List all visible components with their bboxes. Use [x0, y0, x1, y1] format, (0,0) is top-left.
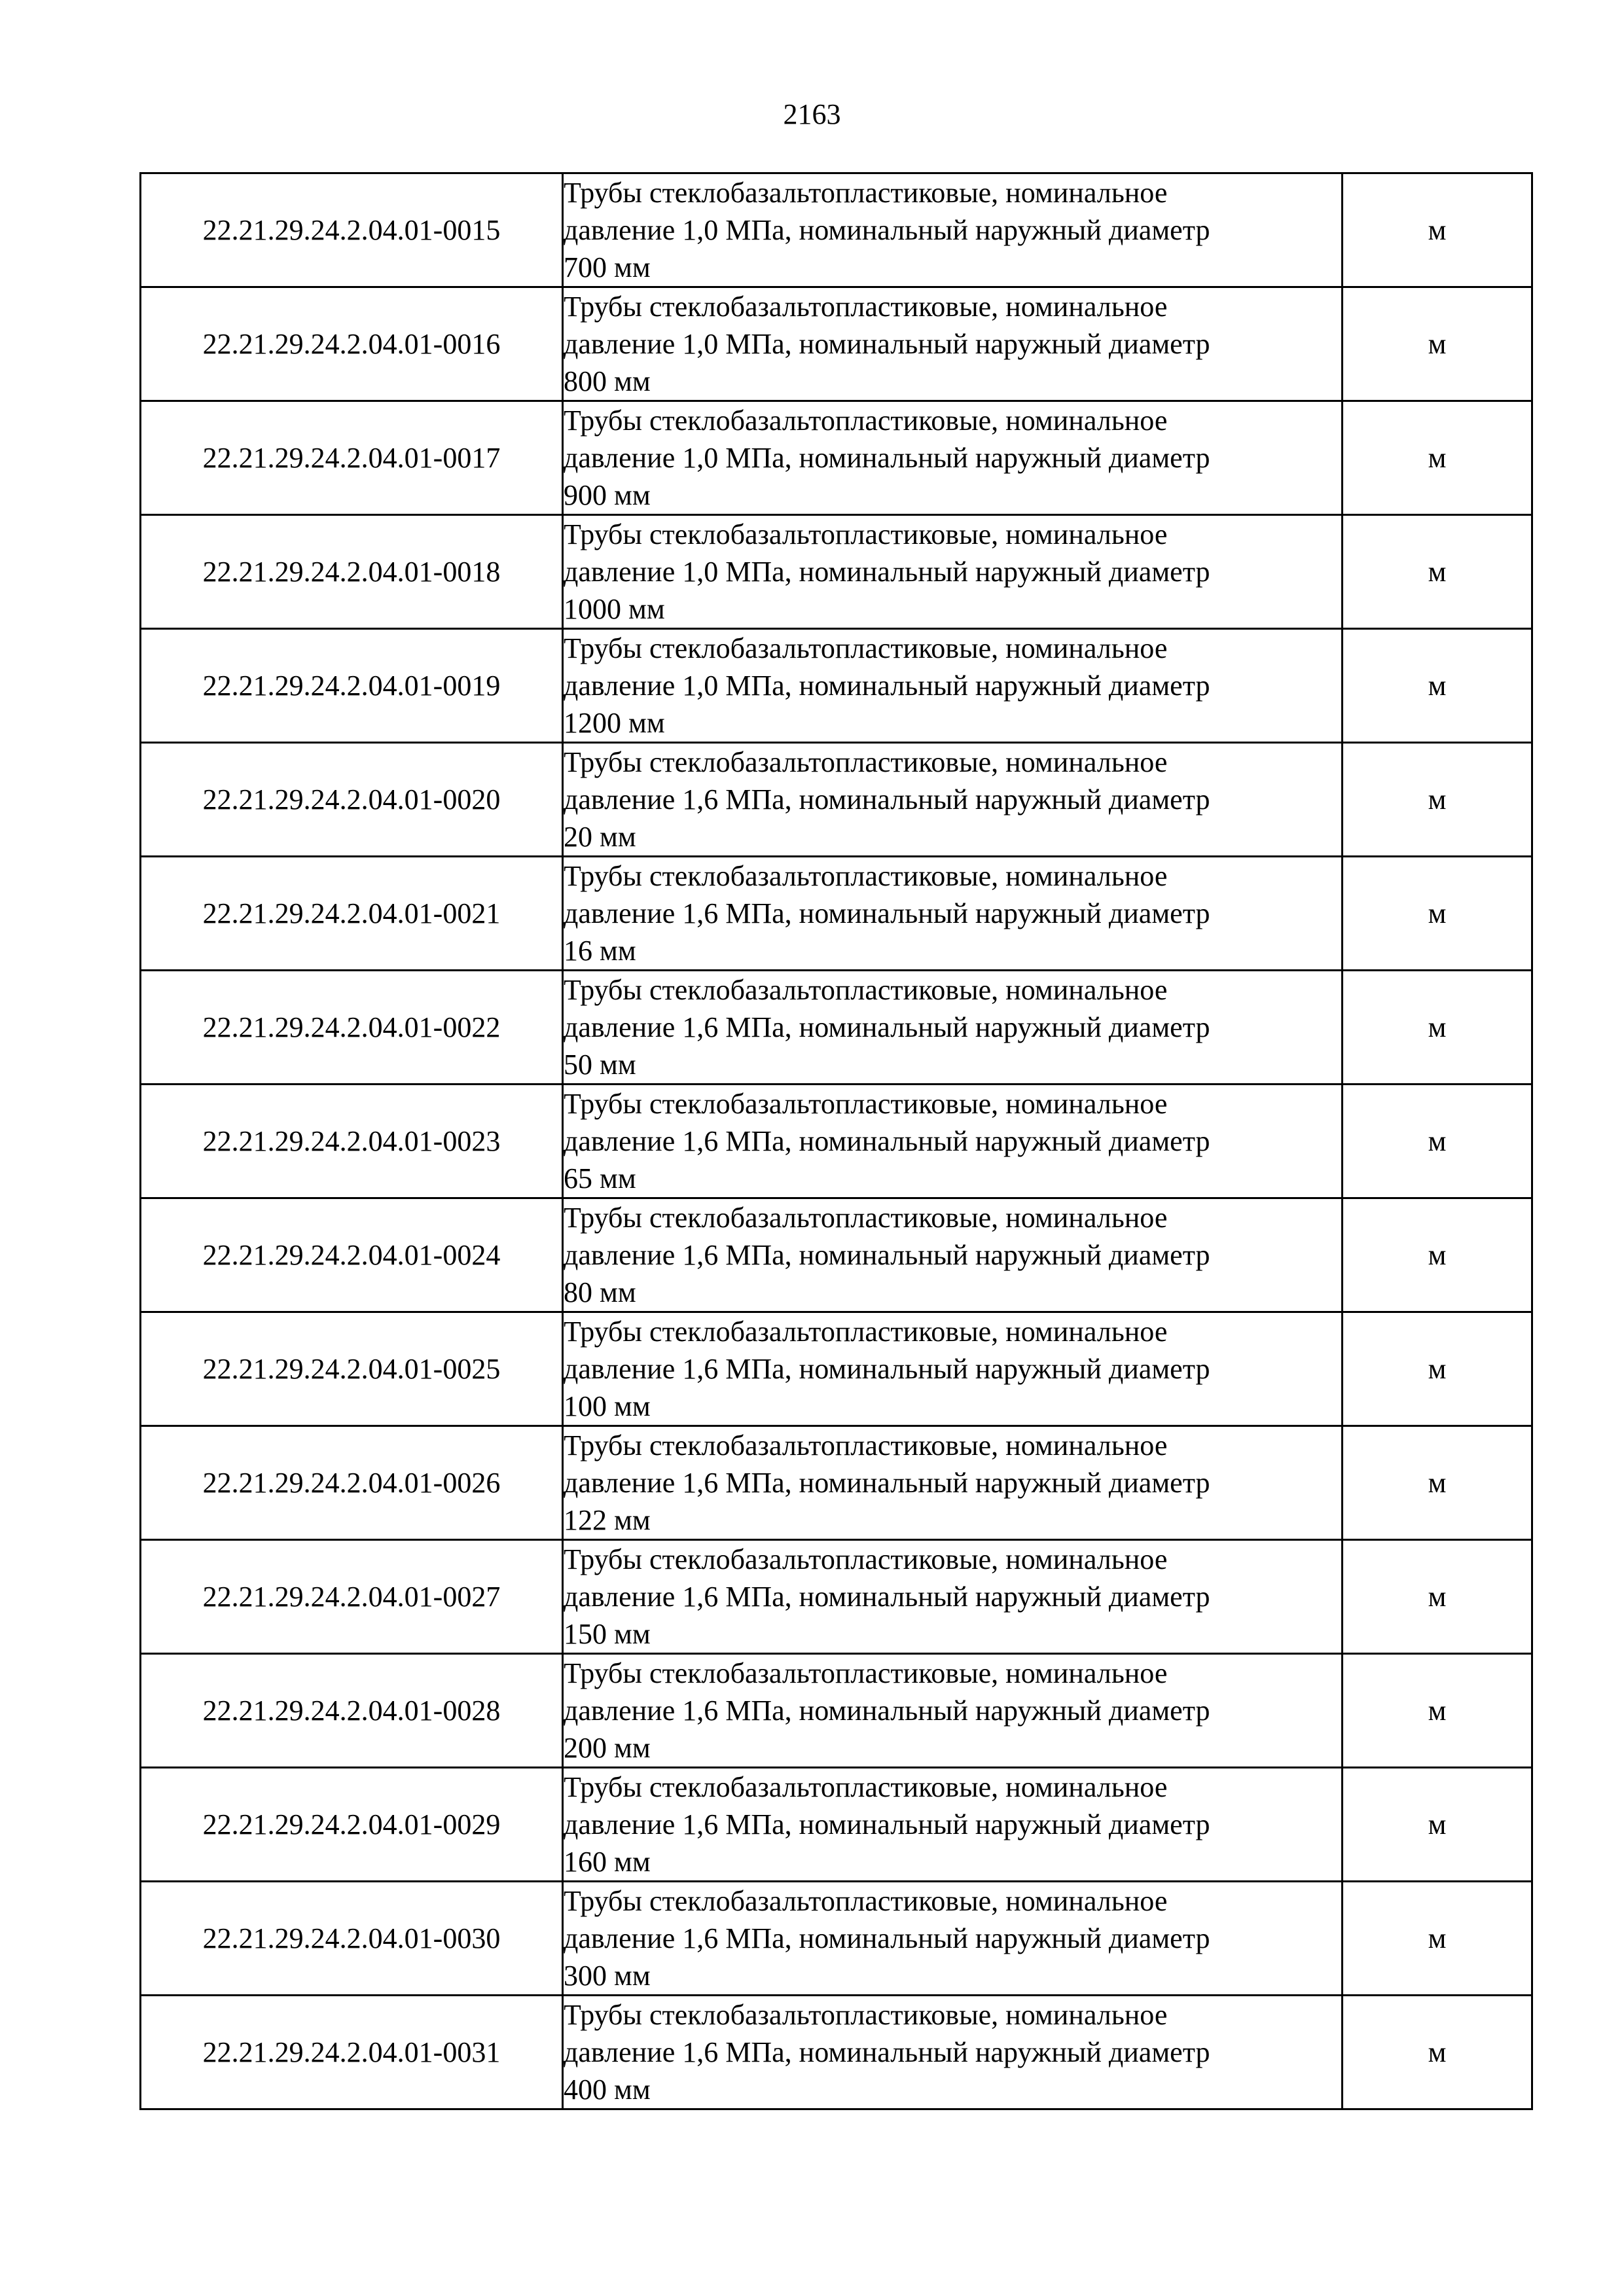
unit-of-measure: м — [1428, 1922, 1447, 1954]
item-code: 22.21.29.24.2.04.01-0022 — [202, 1011, 501, 1043]
description-line-1: Трубы стеклобазальтопластиковые, номинальное — [564, 1771, 1168, 1803]
item-code-cell — [141, 1996, 563, 2109]
unit-of-measure: м — [1428, 783, 1447, 816]
unit-of-measure: м — [1428, 556, 1447, 588]
item-code-cell — [141, 1085, 563, 1198]
description-line-1: Трубы стеклобазальтопластиковые, номинальное — [564, 1202, 1168, 1234]
table-row — [141, 173, 1532, 287]
item-code: 22.21.29.24.2.04.01-0026 — [202, 1467, 501, 1499]
item-code-cell — [141, 515, 563, 629]
item-code: 22.21.29.24.2.04.01-0025 — [202, 1353, 501, 1385]
item-description-cell — [563, 287, 1343, 401]
description-line-1: Трубы стеклобазальтопластиковые, номинальное — [564, 1543, 1168, 1575]
description-line-2: давление 1,0 МПа, номинальный наружный диаметр — [564, 670, 1210, 702]
item-code-cell — [141, 971, 563, 1085]
description-line-3: 16 мм — [564, 935, 636, 967]
item-description-cell — [563, 629, 1343, 743]
description-line-2: давление 1,0 МПа, номинальный наружный диаметр — [564, 328, 1210, 360]
unit-of-measure: м — [1428, 442, 1447, 474]
unit-cell — [1343, 1768, 1532, 1882]
unit-of-measure: м — [1428, 1581, 1447, 1613]
item-description-cell — [563, 1540, 1343, 1654]
description-line-2: давление 1,6 МПа, номинальный наружный диаметр — [564, 2036, 1210, 2068]
item-code: 22.21.29.24.2.04.01-0029 — [202, 1808, 501, 1840]
item-code: 22.21.29.24.2.04.01-0018 — [202, 556, 501, 588]
description-line-1: Трубы стеклобазальтопластиковые, номинальное — [564, 1429, 1168, 1462]
unit-cell — [1343, 515, 1532, 629]
unit-of-measure: м — [1428, 2036, 1447, 2068]
item-code-cell — [141, 173, 563, 287]
description-line-2: давление 1,6 МПа, номинальный наружный диаметр — [564, 1581, 1210, 1613]
item-code: 22.21.29.24.2.04.01-0030 — [202, 1922, 501, 1954]
unit-cell — [1343, 401, 1532, 515]
description-line-1: Трубы стеклобазальтопластиковые, номинальное — [564, 860, 1168, 892]
item-code-cell — [141, 401, 563, 515]
table-row — [141, 1426, 1532, 1540]
item-code: 22.21.29.24.2.04.01-0016 — [202, 328, 501, 360]
table-row — [141, 857, 1532, 971]
description-line-2: давление 1,6 МПа, номинальный наружный диаметр — [564, 1808, 1210, 1840]
table-row — [141, 743, 1532, 857]
description-line-3: 160 мм — [564, 1846, 651, 1878]
item-code-cell — [141, 1312, 563, 1426]
table-row — [141, 971, 1532, 1085]
unit-cell — [1343, 287, 1532, 401]
description-line-1: Трубы стеклобазальтопластиковые, номинальное — [564, 518, 1168, 550]
table-row — [141, 1654, 1532, 1768]
description-line-3: 80 мм — [564, 1276, 636, 1308]
unit-cell — [1343, 173, 1532, 287]
table-row — [141, 287, 1532, 401]
item-code-cell — [141, 1768, 563, 1882]
item-code-cell — [141, 1426, 563, 1540]
item-description-cell — [563, 1768, 1343, 1882]
description-line-1: Трубы стеклобазальтопластиковые, номинальное — [564, 1999, 1168, 2031]
description-line-2: давление 1,6 МПа, номинальный наружный диаметр — [564, 1353, 1210, 1385]
unit-cell — [1343, 1426, 1532, 1540]
item-description-cell — [563, 1312, 1343, 1426]
unit-of-measure: м — [1428, 1467, 1447, 1499]
table-row — [141, 1085, 1532, 1198]
page-number: 2163 — [783, 98, 841, 130]
unit-of-measure: м — [1428, 1808, 1447, 1840]
item-code-cell — [141, 629, 563, 743]
unit-cell — [1343, 1312, 1532, 1426]
description-line-2: давление 1,0 МПа, номинальный наружный диаметр — [564, 556, 1210, 588]
table-row — [141, 1768, 1532, 1882]
item-description-cell — [563, 971, 1343, 1085]
item-code: 22.21.29.24.2.04.01-0031 — [202, 2036, 501, 2068]
table-row — [141, 1198, 1532, 1312]
description-line-1: Трубы стеклобазальтопластиковые, номинальное — [564, 746, 1168, 778]
item-code-cell — [141, 1654, 563, 1768]
unit-cell — [1343, 629, 1532, 743]
unit-cell — [1343, 1198, 1532, 1312]
description-line-2: давление 1,6 МПа, номинальный наружный диаметр — [564, 897, 1210, 929]
description-line-3: 20 мм — [564, 821, 636, 853]
table-row — [141, 629, 1532, 743]
unit-of-measure: м — [1428, 1011, 1447, 1043]
unit-cell — [1343, 857, 1532, 971]
description-line-2: давление 1,6 МПа, номинальный наружный диаметр — [564, 1467, 1210, 1499]
description-line-3: 1200 мм — [564, 707, 665, 739]
item-code-cell — [141, 743, 563, 857]
table-body — [141, 173, 1532, 2109]
description-line-2: давление 1,6 МПа, номинальный наружный диаметр — [564, 1695, 1210, 1727]
description-line-3: 65 мм — [564, 1162, 636, 1194]
item-description-cell — [563, 1426, 1343, 1540]
table-row — [141, 1540, 1532, 1654]
description-line-2: давление 1,0 МПа, номинальный наружный диаметр — [564, 442, 1210, 474]
description-line-1: Трубы стеклобазальтопластиковые, номинальное — [564, 404, 1168, 437]
description-line-1: Трубы стеклобазальтопластиковые, номинальное — [564, 632, 1168, 664]
item-description-cell — [563, 1085, 1343, 1198]
description-line-3: 50 мм — [564, 1049, 636, 1081]
unit-cell — [1343, 743, 1532, 857]
item-code: 22.21.29.24.2.04.01-0027 — [202, 1581, 501, 1613]
item-code: 22.21.29.24.2.04.01-0028 — [202, 1695, 501, 1727]
item-code: 22.21.29.24.2.04.01-0023 — [202, 1125, 501, 1157]
unit-of-measure: м — [1428, 214, 1447, 246]
unit-cell — [1343, 1996, 1532, 2109]
description-line-3: 800 мм — [564, 365, 651, 397]
item-description-cell — [563, 401, 1343, 515]
description-line-2: давление 1,6 МПа, номинальный наружный диаметр — [564, 1011, 1210, 1043]
unit-cell — [1343, 1540, 1532, 1654]
item-code: 22.21.29.24.2.04.01-0015 — [202, 214, 501, 246]
table-row — [141, 401, 1532, 515]
item-code-cell — [141, 857, 563, 971]
description-line-3: 1000 мм — [564, 593, 665, 625]
description-line-2: давление 1,6 МПа, номинальный наружный диаметр — [564, 1922, 1210, 1954]
description-line-2: давление 1,6 МПа, номинальный наружный диаметр — [564, 783, 1210, 816]
item-description-cell — [563, 515, 1343, 629]
description-line-3: 400 мм — [564, 2073, 651, 2106]
description-line-1: Трубы стеклобазальтопластиковые, номинальное — [564, 177, 1168, 209]
item-description-cell — [563, 1882, 1343, 1996]
description-line-3: 700 мм — [564, 251, 651, 283]
description-line-3: 122 мм — [564, 1504, 651, 1536]
item-code: 22.21.29.24.2.04.01-0024 — [202, 1239, 501, 1271]
description-line-3: 900 мм — [564, 479, 651, 511]
description-line-1: Трубы стеклобазальтопластиковые, номинальное — [564, 974, 1168, 1006]
unit-of-measure: м — [1428, 1695, 1447, 1727]
description-line-2: давление 1,6 МПа, номинальный наружный диаметр — [564, 1239, 1210, 1271]
unit-of-measure: м — [1428, 1125, 1447, 1157]
description-line-1: Трубы стеклобазальтопластиковые, номинальное — [564, 1316, 1168, 1348]
unit-cell — [1343, 1654, 1532, 1768]
item-description-cell — [563, 173, 1343, 287]
unit-cell — [1343, 1085, 1532, 1198]
item-code: 22.21.29.24.2.04.01-0021 — [202, 897, 501, 929]
description-line-3: 100 мм — [564, 1390, 651, 1422]
table-row — [141, 515, 1532, 629]
item-code: 22.21.29.24.2.04.01-0019 — [202, 670, 501, 702]
description-line-2: давление 1,6 МПа, номинальный наружный диаметр — [564, 1125, 1210, 1157]
table-row — [141, 1312, 1532, 1426]
unit-cell — [1343, 1882, 1532, 1996]
item-description-cell — [563, 1996, 1343, 2109]
description-line-3: 300 мм — [564, 1960, 651, 1992]
item-code: 22.21.29.24.2.04.01-0020 — [202, 783, 501, 816]
description-line-1: Трубы стеклобазальтопластиковые, номинальное — [564, 291, 1168, 323]
item-description-cell — [563, 857, 1343, 971]
table-row — [141, 1996, 1532, 2109]
item-code-cell — [141, 1198, 563, 1312]
materials-table — [139, 172, 1533, 2110]
unit-cell — [1343, 971, 1532, 1085]
table-row — [141, 1882, 1532, 1996]
description-line-1: Трубы стеклобазальтопластиковые, номинальное — [564, 1657, 1168, 1689]
item-description-cell — [563, 1654, 1343, 1768]
description-line-1: Трубы стеклобазальтопластиковые, номинальное — [564, 1088, 1168, 1120]
description-line-1: Трубы стеклобазальтопластиковые, номинальное — [564, 1885, 1168, 1917]
item-code: 22.21.29.24.2.04.01-0017 — [202, 442, 501, 474]
description-line-2: давление 1,0 МПа, номинальный наружный диаметр — [564, 214, 1210, 246]
unit-of-measure: м — [1428, 670, 1447, 702]
item-description-cell — [563, 743, 1343, 857]
item-code-cell — [141, 287, 563, 401]
unit-of-measure: м — [1428, 328, 1447, 360]
description-line-3: 200 мм — [564, 1732, 651, 1764]
item-code-cell — [141, 1882, 563, 1996]
description-line-3: 150 мм — [564, 1618, 651, 1650]
unit-of-measure: м — [1428, 1353, 1447, 1385]
unit-of-measure: м — [1428, 897, 1447, 929]
unit-of-measure: м — [1428, 1239, 1447, 1271]
item-description-cell — [563, 1198, 1343, 1312]
item-code-cell — [141, 1540, 563, 1654]
